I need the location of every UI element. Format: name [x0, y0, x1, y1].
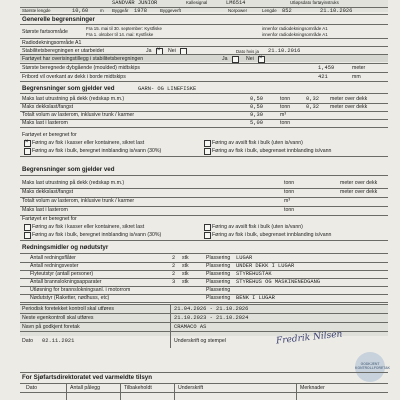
gear1-opt1-checkbox[interactable] — [24, 140, 31, 147]
safety-row-place: STYREHUSTAK — [236, 271, 272, 277]
stability-nei-label: Nei — [168, 48, 176, 54]
safety-row-place-label: Plassering — [206, 279, 231, 285]
gear1-opt3: Føring av fisk i bulk, beregnet innblanding is/vann (30%) — [32, 148, 162, 154]
safety-row-label: Antall redningsvester — [30, 263, 79, 269]
draught-label: Største beregnede dybgående (moulded) midtskips — [22, 65, 140, 71]
gear2-row-label: Maks last utrustning på dekk (redskap m.m.) — [22, 180, 125, 186]
icing-label: Fartøyet har overisingstillegg i stabilitetsberegningen — [22, 56, 144, 62]
gear2-row-height-unit: meter over dekk — [340, 180, 378, 186]
gear2-opt1: Føring av fisk i kasser eller kontainere, sikret last — [32, 224, 145, 230]
safety-row-unit: stk — [182, 271, 189, 277]
footer-col-header: Merknader — [300, 385, 325, 391]
gear1-opt1: Føring av fisk i kasser eller kontainere, sikret last — [32, 140, 145, 146]
area-line-1: Fra 15. mai til 30. september: Kystfiske — [86, 26, 162, 31]
gear1-row-label: Maks last utrustning på dekk (redskap m.m.) — [22, 96, 125, 102]
gear1-row-unit: tonn — [280, 120, 291, 126]
callsign-value: LM6514 — [226, 0, 246, 6]
icing-nei-label: Nei — [246, 56, 254, 62]
gear2-row-unit: tonn — [284, 189, 295, 195]
freeboard-value: 421 — [318, 74, 328, 80]
gear2-approved: Fartøyet er beregnet for — [22, 216, 77, 222]
length-unit: m — [100, 8, 104, 13]
gear1-row-height: 0,32 — [306, 96, 319, 102]
icing-ja-label: Ja — [222, 56, 228, 62]
gear2-row-label: Maks last i lasterom — [22, 207, 68, 213]
freeboard-label: Fribord vil overkant av dekk i borde midtskips — [22, 74, 126, 80]
periodic-value: 21.04.2026 - 21.10.2026 — [174, 306, 249, 312]
gear1-row-label: Totalt volum av lasterom, inklusive trunk / karmer — [22, 112, 135, 118]
area-right-2: innenfor radiodekningsområde A1 — [262, 32, 328, 37]
gear1-row-label: Maks last i lasterom — [22, 120, 68, 126]
footer-col-header: Underskrift — [178, 385, 204, 391]
safety-row-count: 2 — [172, 271, 176, 277]
area-label: Største fartsområde — [22, 29, 68, 35]
safety-row-place: LUGAR — [236, 255, 253, 261]
length-value: 10,60 — [72, 8, 89, 14]
gear2-opt2: Føring av avsilt fisk i bulk (uten is/vann) — [212, 224, 303, 230]
safety-row-label: Antall brannslokningsapparater — [30, 279, 102, 285]
area-line-2: Fra 1. oktober til 14. mai: Kystfiske — [86, 32, 154, 37]
row-divider — [20, 119, 388, 120]
icing-nei-checkbox[interactable] — [258, 56, 265, 63]
safety-row-unit: stk — [182, 263, 189, 269]
length-label: Største lengde — [22, 8, 51, 13]
gear1-row-unit: tonn — [280, 96, 291, 102]
gear1-opt2-checkbox[interactable] — [204, 140, 211, 147]
gear1-opt2: Føring av avsilt fisk i bulk (uten is/vann) — [212, 140, 303, 146]
selfcheck-value: 21.10.2023 - 21.10.2024 — [174, 315, 249, 321]
safety-row-place-label: Plassering — [206, 255, 231, 261]
hull-label: Lengde — [262, 8, 277, 13]
gear1-gear: GARN- OG LINEFISKE — [138, 86, 197, 92]
control-date-label: Dato — [22, 338, 33, 344]
safety-row-label: Utløsning for brannslokningsanl. i motorrom — [30, 287, 131, 293]
row-divider — [20, 206, 388, 207]
safety-row-label: Antall redningsflåter — [30, 255, 76, 261]
draught-value: 1,459 — [318, 65, 335, 71]
yard-label: Byggeverft — [160, 8, 181, 13]
gear1-row-height-unit: meter over dekk — [330, 96, 368, 102]
gear2-heading: Begrensninger som gjelder ved — [22, 166, 115, 173]
gear2-opt2-checkbox[interactable] — [204, 224, 211, 231]
expiry-value: 21.10.2026 — [320, 8, 353, 14]
row-divider — [20, 188, 388, 189]
gear1-row-label: Maks dekkslast/fangst — [22, 104, 74, 110]
general-heading: Generelle begrensninger — [22, 16, 95, 23]
footer-col-header: Dato — [26, 385, 37, 391]
gear1-row-height-unit: meter over dekk — [330, 104, 368, 110]
draught-unit: meter — [352, 65, 366, 71]
signature-label: Underskrift og stempel — [174, 338, 226, 344]
gear1-row-unit: tonn — [280, 104, 291, 110]
selfcheck-label: Neste egenkontroll skal utføres — [22, 315, 94, 321]
gear2-row-unit: tonn — [284, 180, 295, 186]
safety-row-place: BENK I LUGAR — [236, 295, 275, 301]
footer-heading: For Sjøfartsdirektoratet ved varmeldte tilsyn — [22, 374, 152, 381]
icing-ja-checkbox[interactable] — [232, 56, 239, 63]
date-if-yes-label: Dato hvis ja — [236, 49, 259, 54]
vessel-name: SANDVÆR JUNIOR — [112, 0, 158, 6]
gear2-row-unit: tonn — [284, 207, 295, 213]
gear1-row-unit: m³ — [280, 112, 287, 118]
stability-date: 21.10.2016 — [268, 48, 301, 54]
safety-row-unit: stk — [182, 255, 189, 261]
row-divider — [20, 127, 388, 128]
company-value: CRAMACO AS — [174, 324, 207, 330]
signature: Fredrik Nilsen — [275, 329, 343, 347]
safety-row-count: 2 — [172, 263, 176, 269]
stability-ja-label: Ja — [146, 48, 152, 54]
gear1-approved: Fartøyet er beregnet for — [22, 132, 77, 138]
gear1-row-height: 0,32 — [306, 104, 319, 110]
gear1-opt4: Føring av fisk i bulk, ubegrenset innblanding is/vann — [212, 148, 332, 154]
safety-row-place-label: Plassering — [206, 263, 231, 269]
gear2-opt1-checkbox[interactable] — [24, 224, 31, 231]
safety-row-place: UNDER DEKK I LUGAR — [236, 263, 295, 269]
gear1-row-value: 9,30 — [250, 112, 263, 118]
gear1-opt3-checkbox[interactable] — [24, 148, 31, 155]
gear1-opt4-checkbox[interactable] — [204, 148, 211, 155]
safety-row-unit: stk — [182, 279, 189, 285]
gear1-row-value: 5,00 — [250, 120, 263, 126]
freeboard-unit: mm — [352, 74, 361, 80]
hull-value: 852 — [282, 8, 292, 14]
yard-value: Norpower — [228, 8, 248, 13]
safety-row-label: Nødutstyr (Raketter, nødhuss, etc) — [30, 295, 110, 301]
gear2-row-unit: m³ — [284, 198, 291, 204]
safety-row-place-label: Plassering — [206, 295, 231, 301]
footer-col-header: Antall pålegg — [70, 385, 100, 391]
periodic-label: Periodisk foretekket kontroll skal utføres — [22, 306, 114, 312]
gear2-row-label: Totalt volum av lasterom, inklusive trunk / karmer — [22, 198, 135, 204]
expiry-label: Utløpsdato fartøyinstruks — [290, 0, 339, 5]
safety-row-count: 3 — [172, 279, 176, 285]
gear1-row-value: 0,50 — [250, 96, 263, 102]
callsign-label: Kallesignal — [186, 0, 208, 5]
gear2-opt3-checkbox[interactable] — [24, 232, 31, 239]
safety-row-count: 2 — [172, 255, 176, 261]
safety-row-place-label: Plassering — [206, 287, 231, 293]
safety-row-place-label: Plassering — [206, 271, 231, 277]
approval-stamp: GODKJENT KONTROLLFORETAK — [355, 352, 385, 382]
gear2-opt4-checkbox[interactable] — [204, 232, 211, 239]
stability-label: Stabilitetsberegningen er utarbeidet — [22, 48, 104, 54]
area-right-1: innenfor radiodekningsområde A1 — [262, 26, 328, 31]
gear1-heading: Begrensninger som gjelder ved — [22, 85, 115, 92]
radio-area: Radiodekningsområde A1 — [22, 40, 82, 46]
row-divider — [20, 302, 388, 303]
buildyear-value: 1978 — [134, 8, 147, 14]
gear2-opt4: Føring av fisk i bulk, ubegrenset innblanding is/vann — [212, 232, 332, 238]
buildyear-label: Byggeår — [112, 8, 129, 13]
safety-row-place: STYREHUS OG MASKINENEDGANG — [236, 279, 321, 285]
company-label: Navn på godkjent foretak — [22, 324, 80, 330]
gear2-row-label: Maks dekkslast/fangst — [22, 189, 74, 195]
control-date-value: 02.11.2021 — [42, 338, 75, 344]
footer-col-header: Tilbakeholdt — [124, 385, 152, 391]
gear1-row-value: 0,50 — [250, 104, 263, 110]
safety-heading: Redningsmidler og nødutstyr — [22, 244, 109, 251]
safety-row-label: Flyteutstyr (antall personer) — [30, 271, 94, 277]
gear2-row-height-unit: meter over dekk — [340, 189, 378, 195]
gear2-opt3: Føring av fisk i bulk, beregnet innblanding is/vann (30%) — [32, 232, 162, 238]
